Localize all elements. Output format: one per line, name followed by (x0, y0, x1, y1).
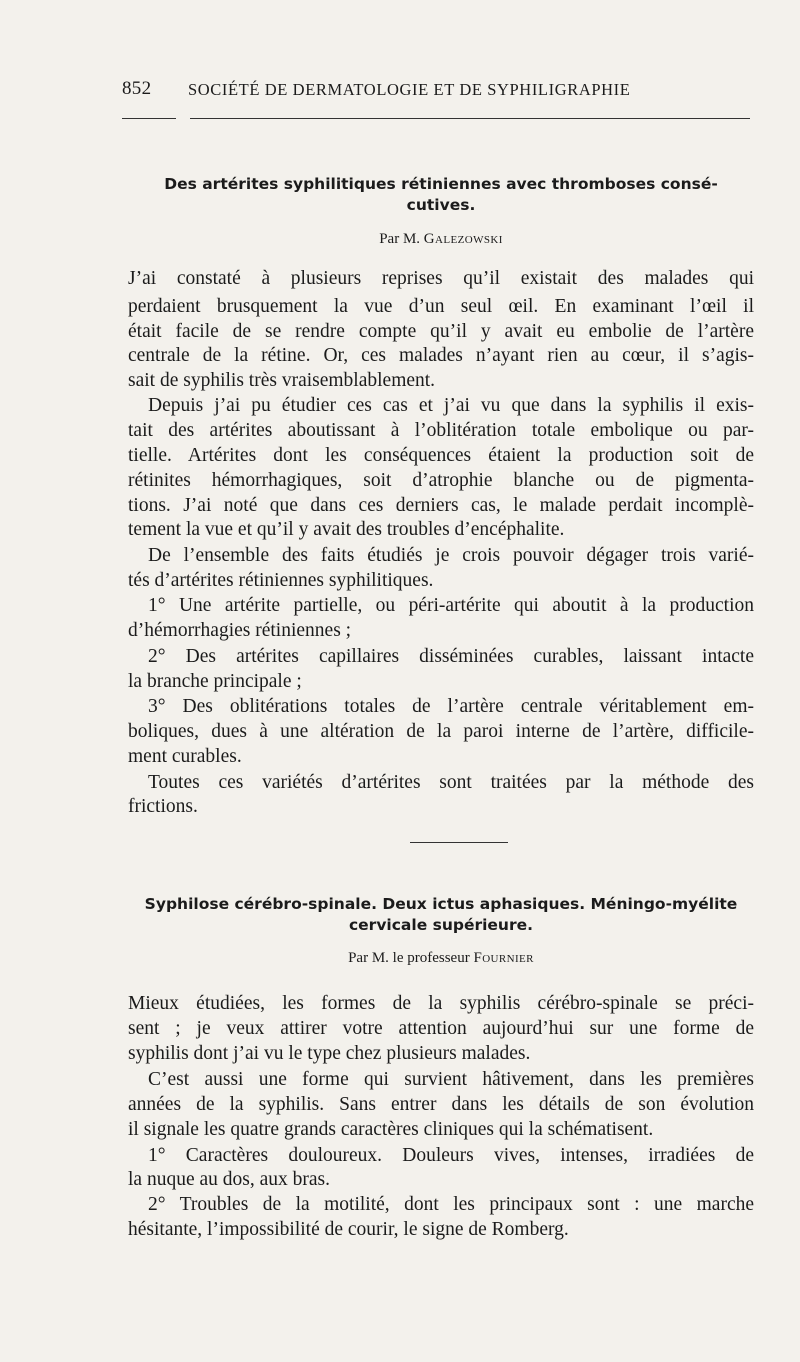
article-title: Des artérites syphilitiques rétiniennes avec thromboses consé- cutives. (164, 175, 718, 214)
article-byline (128, 950, 754, 967)
text-line: 1° Une artérite partielle, ou péri-artérite qui aboutit à la production (148, 595, 754, 616)
text-line: il signale les quatre grands caractères cliniques qui la schématisent. (128, 1119, 654, 1140)
text-line: perdaient brusquement la vue d’un seul œil. En examinant l’œil il (128, 296, 754, 317)
text-line: hésitante, l’impossibilité de courir, le signe de Romberg. (128, 1219, 569, 1240)
text-line: tait des artérites aboutissant à l’oblitération totale embolique ou par- (128, 420, 754, 441)
text-line: 3° Des oblitérations totales de l’artère centrale véritablement em- (148, 696, 754, 717)
text-line: sent ; je veux attirer votre attention aujourd’hui sur une forme de (128, 1018, 754, 1039)
text-line: tement la vue et qu’il y avait des troubles d’encéphalite. (128, 519, 565, 540)
text-line: Mieux étudiées, les formes de la syphilis cérébro-spinale se préci- (128, 993, 754, 1014)
author-name: Galezowski (423, 231, 503, 247)
byline-prefix: Par M. le professeur (348, 950, 474, 966)
running-title: SOCIÉTÉ DE DERMATOLOGIE ET DE SYPHILIGRAPHIE (188, 80, 631, 99)
text-line: syphilis dont j’ai vu le type chez plusieurs malades. (128, 1043, 531, 1064)
page-number: 852 (122, 78, 152, 99)
text-line: J’ai constaté à plusieurs reprises qu’il existait des malades qui (128, 268, 754, 289)
text-line: boliques, dues à une altération de la paroi interne de l’artère, difficile- (128, 721, 754, 742)
text-line: C’est aussi une forme qui survient hâtivement, dans les premières (148, 1069, 754, 1090)
text-line: sait de syphilis très vraisemblablement. (128, 370, 436, 391)
text-line: tés d’artérites rétiniennes syphilitiques. (128, 570, 434, 591)
text-line: d’hémorrhagies rétiniennes ; (128, 620, 352, 641)
text-line: tions. J’ai noté que dans ces derniers cas, le malade perdait incomplè- (128, 495, 754, 516)
text-line: 2° Troubles de la motilité, dont les principaux sont : une marche (148, 1194, 754, 1215)
article-title: Syphilose cérébro-spinale. Deux ictus aphasiques. Méningo-myélite cervicale supérieure. (144, 895, 738, 934)
author-name: Fournier (473, 950, 534, 966)
text-line: 2° Des artérites capillaires disséminées curables, laissant intacte (148, 646, 754, 667)
text-line: était facile de se rendre compte qu’il y avait eu embolie de l’artère (128, 321, 754, 342)
article-byline (128, 231, 754, 248)
text-line: De l’ensemble des faits étudiés je crois pouvoir dégager trois varié- (148, 545, 754, 566)
byline-prefix: Par M. (379, 231, 424, 247)
text-line: la nuque au dos, aux bras. (128, 1169, 330, 1190)
section-divider (410, 842, 508, 843)
header-rule-left (122, 118, 176, 119)
text-line: frictions. (128, 796, 198, 817)
header-rule (190, 118, 750, 119)
text-line: années de la syphilis. Sans entrer dans les détails de son évolution (128, 1094, 754, 1115)
text-line: centrale de la rétine. Or, ces malades n’ayant rien au cœur, il s’agis- (128, 345, 754, 366)
text-line: ment curables. (128, 746, 242, 767)
text-line: 1° Caractères douloureux. Douleurs vives, intenses, irradiées de (148, 1145, 754, 1166)
text-line: Toutes ces variétés d’artérites sont traitées par la méthode des (148, 772, 754, 793)
text-line: la branche principale ; (128, 671, 302, 692)
text-line: Depuis j’ai pu étudier ces cas et j’ai vu que dans la syphilis il exis- (148, 395, 754, 416)
text-line: rétinites hémorrhagiques, soit d’atrophie blanche ou de pigmenta- (128, 470, 754, 491)
text-line: tielle. Artérites dont les conséquences étaient la production soit de (128, 445, 754, 466)
